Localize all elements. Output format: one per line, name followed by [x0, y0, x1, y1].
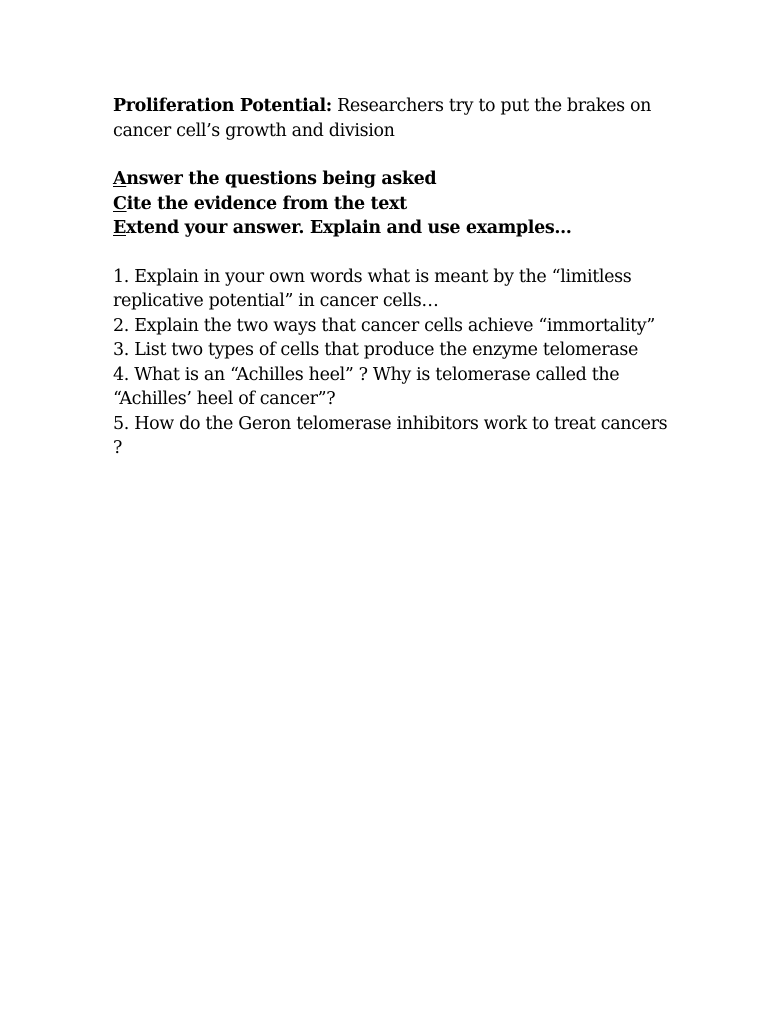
question-5: 5. How do the Geron telomerase inhibitors work to treat cancers ?	[113, 413, 668, 458]
ace-answer-letter: A	[113, 169, 127, 189]
ace-cite-text: ite the evidence from the text	[126, 193, 407, 214]
ace-cite-line	[113, 192, 673, 217]
question-3: 3. List two types of cells that produce the enzyme telomerase	[113, 340, 639, 360]
question-2: 2. Explain the two ways that cancer cells achieve “immortality”	[113, 315, 655, 336]
question-list	[113, 265, 673, 461]
ace-extend-letter: E	[113, 218, 126, 238]
intro-text: Researchers try to put the brakes on cancer cell’s growth and division	[113, 96, 652, 141]
ace-extend-line	[113, 216, 673, 241]
ace-extend-text: xtend your answer. Explain and use examples…	[126, 218, 572, 238]
intro-label: Proliferation Potential:	[113, 96, 332, 116]
question-4: 4. What is an “Achilles heel” ? Why is telomerase called the “Achilles’ heel of cancer”?	[113, 364, 620, 409]
question-1: 1. Explain in your own words what is meant by the “limitless replicative potential” in cancer cells…	[113, 266, 632, 311]
ace-answer-line	[113, 167, 673, 192]
intro-paragraph	[113, 94, 673, 143]
ace-answer-text: nswer the questions being asked	[126, 169, 437, 189]
worksheet-page	[113, 94, 673, 461]
ace-instructions	[113, 167, 673, 241]
ace-cite-letter: C	[113, 193, 127, 214]
